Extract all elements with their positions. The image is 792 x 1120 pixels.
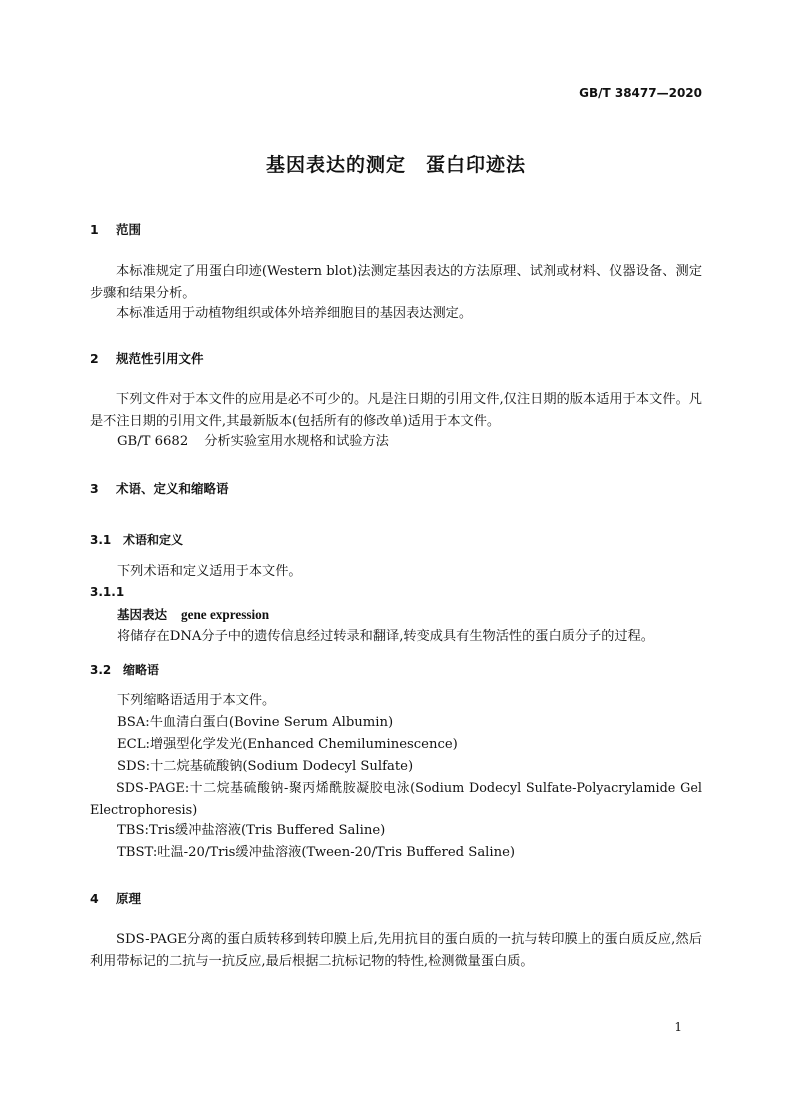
- section-title: 术语和定义: [123, 533, 184, 547]
- section-number: 3: [90, 481, 99, 496]
- section-4-paragraph-1: SDS-PAGE分离的蛋白质转移到转印膜上后,先用抗目的蛋白质的一抗与转印膜上的蛋白质反应,然后利用带标记的二抗与一抗反应,最后根据二抗标记物的特性,检测微量蛋白质。: [90, 932, 702, 969]
- section-number: 1: [90, 222, 99, 237]
- reference-code: GB/T 6682: [117, 434, 189, 449]
- normative-reference: [117, 431, 389, 453]
- section-number: 4: [90, 891, 99, 906]
- abbreviation-item: BSA:牛血清白蛋白(Bovine Serum Albumin): [117, 715, 394, 730]
- section-3-heading: [90, 479, 229, 497]
- section-title: 规范性引用文件: [116, 351, 204, 366]
- section-1-heading: [90, 220, 141, 238]
- section-2-paragraph-1: 下列文件对于本文件的应用是必不可少的。凡是注日期的引用文件,仅注日期的版本适用于本文件。凡是不注日期的引用文件,其最新版本(包括所有的修改单)适用于本文件。: [90, 392, 702, 429]
- section-title: 术语、定义和缩略语: [116, 481, 229, 496]
- section-3-1-intro: 下列术语和定义适用于本文件。: [117, 564, 302, 579]
- abbreviation-item: SDS-PAGE:十二烷基硫酸钠-聚丙烯酰胺凝胶电泳(Sodium Dodecyl Sulfate-Polyacrylamide Gel Electrophoresis): [90, 781, 702, 818]
- section-4-heading: [90, 889, 141, 907]
- term-number: 3.1.1: [90, 585, 125, 599]
- reference-title: 分析实验室用水规格和试验方法: [204, 434, 389, 449]
- abbreviation-item: TBST:吐温-20/Tris缓冲盐溶液(Tween-20/Tris Buffered Saline): [117, 845, 516, 860]
- abbreviation-item: ECL:增强型化学发光(Enhanced Chemiluminescence): [117, 737, 458, 752]
- section-3-1-heading: [90, 531, 183, 548]
- section-number: 3.1: [90, 533, 112, 547]
- term-english: gene expression: [181, 607, 270, 622]
- term-entry: [117, 604, 269, 626]
- section-1-paragraph-1: 本标准规定了用蛋白印迹(Western blot)法测定基因表达的方法原理、试剂或材料、仪器设备、测定步骤和结果分析。: [90, 264, 702, 301]
- section-3-2-intro: 下列缩略语适用于本文件。: [117, 693, 276, 708]
- abbreviation-item: TBS:Tris缓冲盐溶液(Tris Buffered Saline): [117, 823, 386, 838]
- page-number: 1: [674, 1020, 682, 1034]
- term-definition: 将储存在DNA分子中的遗传信息经过转录和翻译,转变成具有生物活性的蛋白质分子的过程。: [117, 629, 654, 644]
- section-3-2-heading: [90, 661, 159, 678]
- section-1-paragraph-2: 本标准适用于动植物组织或体外培养细胞目的基因表达测定。: [116, 306, 473, 321]
- section-title: 缩略语: [123, 663, 160, 677]
- section-title: 原理: [116, 891, 142, 906]
- term-chinese: 基因表达: [117, 607, 168, 622]
- section-title: 范围: [116, 222, 142, 237]
- standard-code: GB/T 38477—2020: [579, 86, 702, 100]
- section-2-heading: [90, 349, 204, 367]
- section-number: 2: [90, 351, 99, 366]
- document-title: 基因表达的测定 蛋白印迹法: [265, 154, 526, 176]
- abbreviation-item: SDS:十二烷基硫酸钠(Sodium Dodecyl Sulfate): [117, 759, 414, 774]
- section-number: 3.2: [90, 663, 112, 677]
